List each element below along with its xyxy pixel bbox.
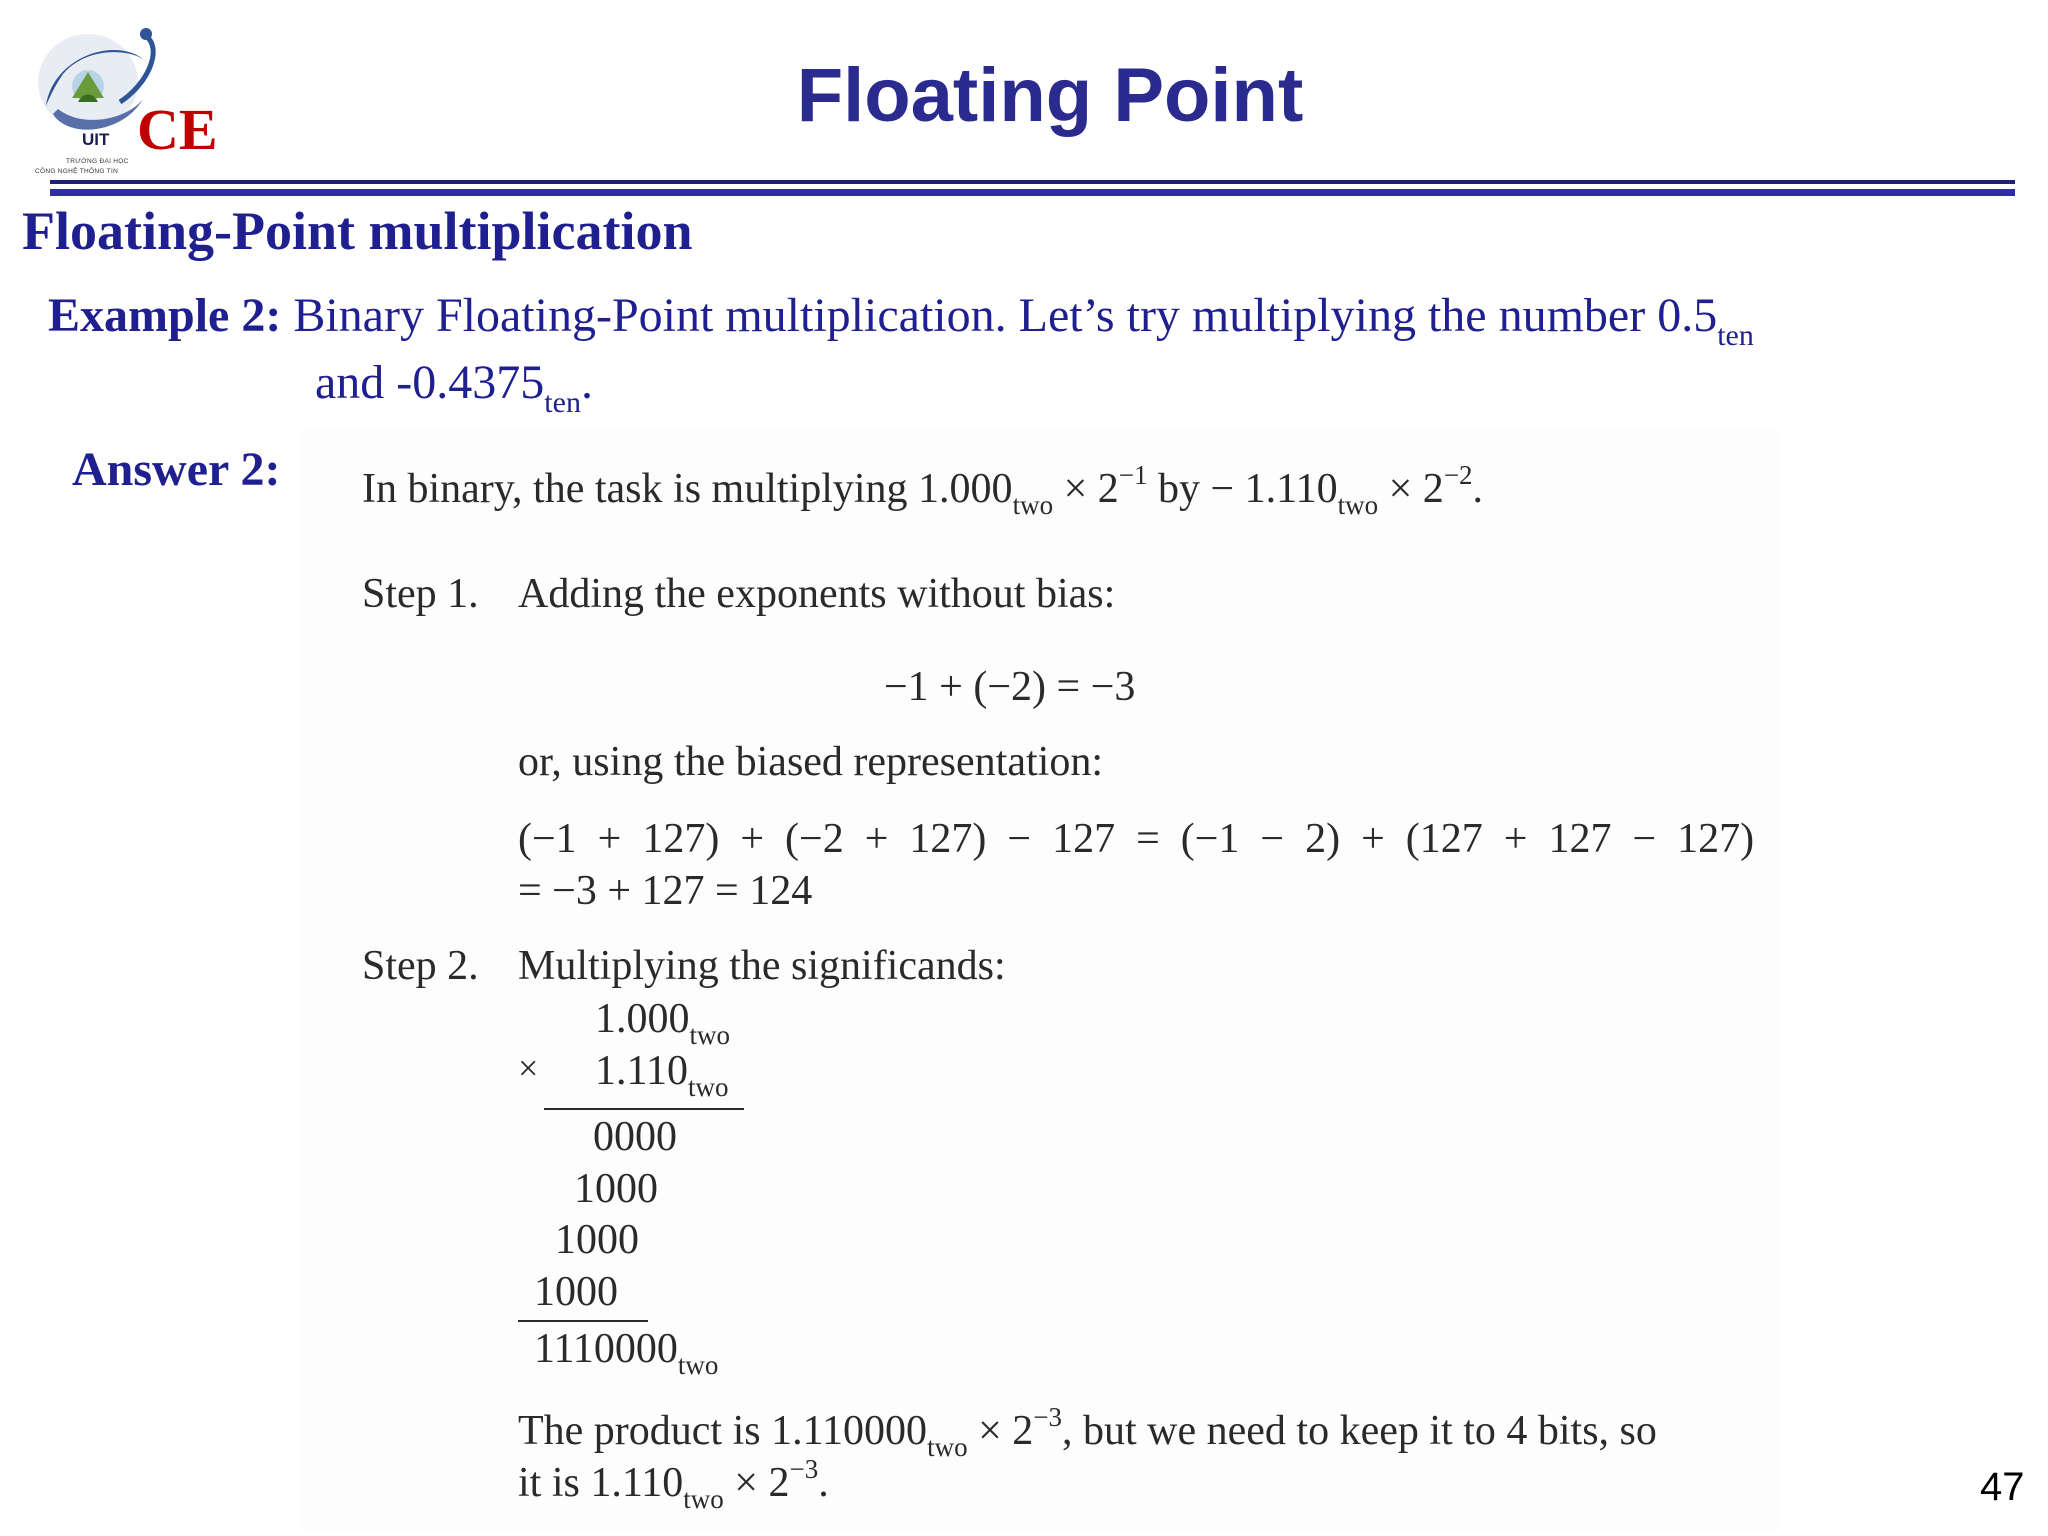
subscript: two <box>927 1432 968 1462</box>
result-value: 1110000 <box>534 1326 678 1372</box>
step1-biased-line-2: = −3 + 127 = 124 <box>518 868 813 914</box>
product-text: it is 1.110 <box>518 1460 684 1506</box>
partial-product: 1000 <box>534 1269 618 1315</box>
superscript: −3 <box>1033 1402 1062 1432</box>
sum-line <box>518 1320 648 1322</box>
partial-product: 1000 <box>574 1166 658 1212</box>
multiplicand <box>595 995 730 1051</box>
intro-text: In binary, the task is multiplying 1.000 <box>362 466 1013 512</box>
subscript: two <box>687 1072 729 1102</box>
example-text: Binary Floating-Point multiplication. Let’s try multiplying the number 0.5 <box>281 289 1718 342</box>
textbook-excerpt <box>300 430 1780 1530</box>
example-subscript: ten <box>544 386 581 419</box>
example-text-line-1 <box>48 288 1754 353</box>
product-text: × 2 <box>967 1408 1034 1454</box>
product-text: , but we need to keep it to 4 bits, so <box>1061 1408 1657 1454</box>
product-text: . <box>818 1460 829 1506</box>
superscript: −3 <box>789 1454 819 1484</box>
logo-ce-text: CE <box>137 97 218 162</box>
intro-text: by − 1.110 <box>1147 466 1338 512</box>
answer-label: Answer 2: <box>72 443 281 496</box>
product-text: The product is 1.110000 <box>518 1408 928 1454</box>
section-heading: Floating-Point multiplication <box>22 201 693 261</box>
step2-label: Step 2. <box>362 943 479 989</box>
superscript: −2 <box>1443 460 1473 490</box>
subscript: two <box>1337 490 1379 520</box>
slide-title: Floating Point <box>796 53 1304 138</box>
logo-subtitle-2: CÔNG NGHỆ THÔNG TIN <box>35 168 119 175</box>
subscript: two <box>1012 490 1054 520</box>
logo-subtitle-1: TRƯỜNG ĐẠI HỌC <box>66 158 129 165</box>
intro-text: × 2 <box>1378 466 1444 512</box>
multiplication-result <box>534 1325 718 1381</box>
subscript: two <box>683 1484 724 1514</box>
superscript: −1 <box>1118 460 1148 490</box>
subscript: two <box>689 1020 730 1050</box>
example-value: and -0.4375 <box>315 356 545 409</box>
multiplicand-value: 1.000 <box>595 996 690 1042</box>
step2-text: Multiplying the significands: <box>518 943 1006 989</box>
step1-text: Adding the exponents without bias: <box>518 571 1116 617</box>
product-text: × 2 <box>723 1460 790 1506</box>
example-text-line-2 <box>315 355 593 420</box>
header-divider <box>50 180 2015 184</box>
multiplier <box>595 1047 728 1103</box>
header-divider-thick <box>50 189 2015 196</box>
example-period: . <box>580 356 593 409</box>
intro-line <box>362 460 1483 521</box>
example-subscript: ten <box>1717 319 1754 352</box>
times-sign: × <box>518 1048 539 1088</box>
multiplication-line <box>544 1108 744 1110</box>
partial-product: 0000 <box>593 1114 677 1160</box>
logo-uit-text: UIT <box>82 130 110 149</box>
step1-equation: −1 + (−2) = −3 <box>884 664 1136 710</box>
partial-product: 1000 <box>555 1217 639 1263</box>
intro-text: . <box>1472 466 1484 512</box>
step1-or-text: or, using the biased representation: <box>518 739 1103 785</box>
subscript: two <box>677 1350 719 1380</box>
example-label: Example 2: <box>48 289 282 342</box>
intro-text: × 2 <box>1053 466 1119 512</box>
step1-label: Step 1. <box>362 571 479 617</box>
multiplier-value: 1.110 <box>595 1048 688 1094</box>
page-number: 47 <box>1980 1465 2025 1509</box>
step1-biased-line-1: (−1 + 127) + (−2 + 127) − 127 = (−1 − 2) + (127 + 127 − 127) <box>518 816 1755 862</box>
product-line-2 <box>518 1454 829 1515</box>
